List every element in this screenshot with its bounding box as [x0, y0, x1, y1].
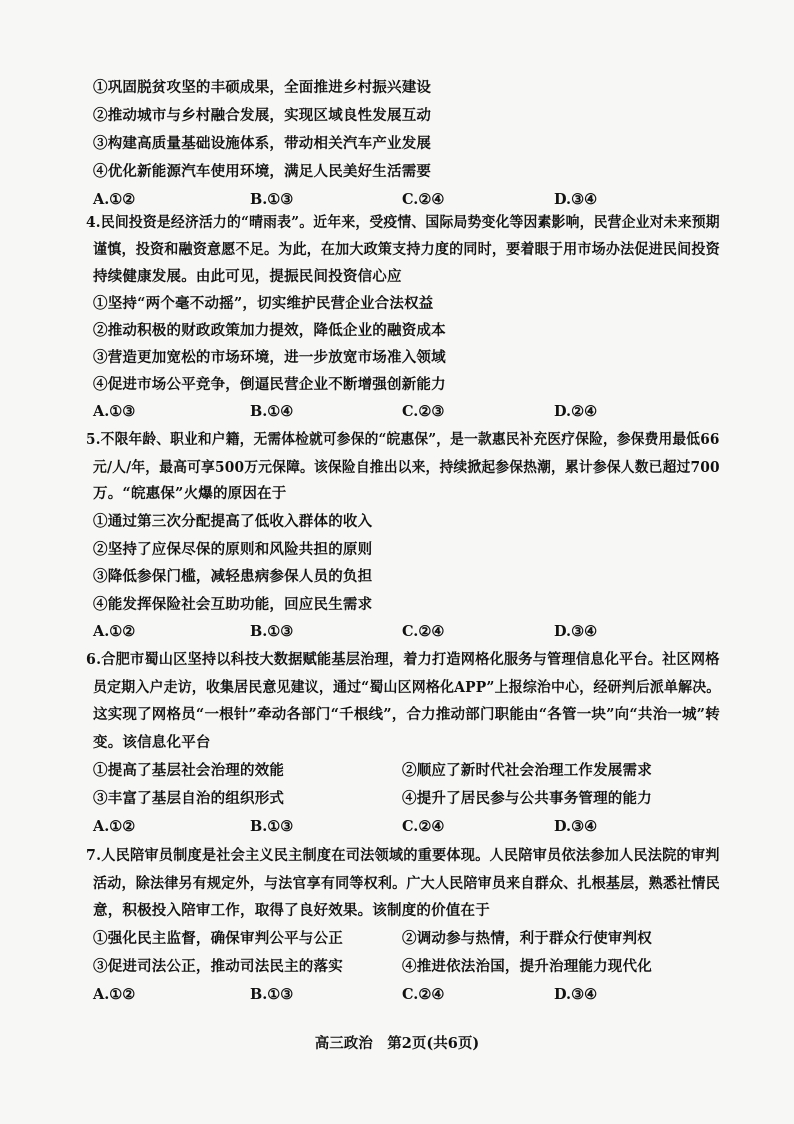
- q5-option-a: A.①②: [93, 623, 136, 640]
- q4-item-4: ④促进市场公平竞争，倒逼民营企业不断增强创新能力: [93, 376, 446, 393]
- q6-stem-line-3: 这实现了网格员“一根针”牵动各部门“千根线”，合力推动部门职能由“各管一块”向“共治一城”转: [93, 706, 720, 723]
- q3-option-d: D.③④: [554, 191, 598, 208]
- q4-option-a: A.①③: [93, 403, 136, 420]
- q6-option-c: C.②④: [402, 818, 445, 835]
- q6-option-a: A.①②: [93, 818, 136, 835]
- q5-option-c: C.②④: [402, 623, 445, 640]
- q4-stem-line-1: 4.民间投资是经济活力的“晴雨表”。近年来，受疫情、国际局势变化等因素影响，民营企业对未来预期: [86, 214, 720, 231]
- q3-option-c: C.②④: [402, 191, 445, 208]
- q6-item-1: ①提高了基层社会治理的效能: [93, 762, 285, 779]
- q4-option-b: B.①④: [250, 403, 294, 420]
- q7-option-a: A.①②: [93, 986, 136, 1003]
- q6-option-b: B.①③: [250, 818, 294, 835]
- q5-option-b: B.①③: [250, 623, 294, 640]
- q4-option-d: D.②④: [554, 403, 598, 420]
- q5-option-d: D.③④: [554, 623, 598, 640]
- q7-option-b: B.①③: [250, 986, 294, 1003]
- q7-item-1: ①强化民主监督，确保审判公平与公正: [93, 930, 343, 947]
- q6-item-2: ②顺应了新时代社会治理工作发展需求: [402, 762, 652, 779]
- q5-stem-line-2: 元/人/年，最高可享500万元保障。该保险自推出以来，持续掀起参保热潮，累计参保人数已超过700: [93, 459, 720, 476]
- q5-item-2: ②坚持了应保尽保的原则和风险共担的原则: [93, 541, 373, 558]
- q7-stem-line-1: 7.人民陪审员制度是社会主义民主制度在司法领域的重要体现。人民陪审员依法参加人民法院的审判: [86, 847, 720, 864]
- q4-item-1: ①坚持“两个毫不动摇”，切实维护民营企业合法权益: [93, 295, 434, 312]
- q6-item-4: ④提升了居民参与公共事务管理的能力: [402, 790, 652, 807]
- q7-item-2: ②调动参与热情，利于群众行使审判权: [402, 930, 652, 947]
- q4-stem-line-2: 谨慎，投资和融资意愿不足。为此，在加大政策支持力度的同时，要着眼于用市场办法促进民间投资: [93, 241, 720, 258]
- q3-option-a: A.①②: [93, 191, 136, 208]
- q6-stem-line-1: 6.合肥市蜀山区坚持以科技大数据赋能基层治理，着力打造网格化服务与管理信息化平台。社区网格: [86, 651, 720, 668]
- q7-item-4: ④推进依法治国，提升治理能力现代化: [402, 958, 652, 975]
- q7-option-c: C.②④: [402, 986, 445, 1003]
- q4-item-2: ②推动积极的财政政策加力提效，降低企业的融资成本: [93, 322, 446, 339]
- q5-item-3: ③降低参保门槛，减轻患病参保人员的负担: [93, 568, 373, 585]
- q7-option-d: D.③④: [554, 986, 598, 1003]
- q5-item-4: ④能发挥保险社会互助功能，回应民生需求: [93, 596, 373, 613]
- q6-option-d: D.③④: [554, 818, 598, 835]
- q3-item-2: ②推动城市与乡村融合发展，实现区域良性发展互动: [93, 107, 432, 124]
- q4-item-3: ③营造更加宽松的市场环境，进一步放宽市场准入领域: [93, 349, 446, 366]
- q7-stem-line-2: 活动，除法律另有规定外，与法官享有同等权利。广大人民陪审员来自群众、扎根基层，熟悉社情民: [93, 875, 720, 892]
- q3-item-4: ④优化新能源汽车使用环境，满足人民美好生活需要: [93, 163, 432, 180]
- q3-option-b: B.①③: [250, 191, 294, 208]
- q7-item-3: ③促进司法公正，推动司法民主的落实: [93, 958, 343, 975]
- q3-item-3: ③构建高质量基础设施体系，带动相关汽车产业发展: [93, 135, 432, 152]
- q6-stem-line-2: 员定期入户走访，收集居民意见建议，通过“蜀山区网格化APP”上报综治中心，经研判后派单解决。: [93, 679, 721, 696]
- q5-stem-line-3: 万。“皖惠保”火爆的原因在于: [93, 485, 287, 502]
- q6-item-3: ③丰富了基层自治的组织形式: [93, 790, 285, 807]
- q3-item-1: ①巩固脱贫攻坚的丰硕成果，全面推进乡村振兴建设: [93, 79, 432, 96]
- page-footer: 高三政治 第2页(共6页): [314, 1035, 480, 1052]
- q7-stem-line-3: 意，积极投入陪审工作，取得了良好效果。该制度的价值在于: [93, 902, 490, 919]
- q5-item-1: ①通过第三次分配提高了低收入群体的收入: [93, 513, 373, 530]
- q5-stem-line-1: 5.不限年龄、职业和户籍，无需体检就可参保的“皖惠保”，是一款惠民补充医疗保险，参保费用最低66: [86, 431, 720, 448]
- q6-stem-line-4: 变。该信息化平台: [93, 734, 211, 751]
- q4-option-c: C.②③: [402, 403, 445, 420]
- q4-stem-line-3: 持续健康发展。由此可见，提振民间投资信心应: [93, 268, 402, 285]
